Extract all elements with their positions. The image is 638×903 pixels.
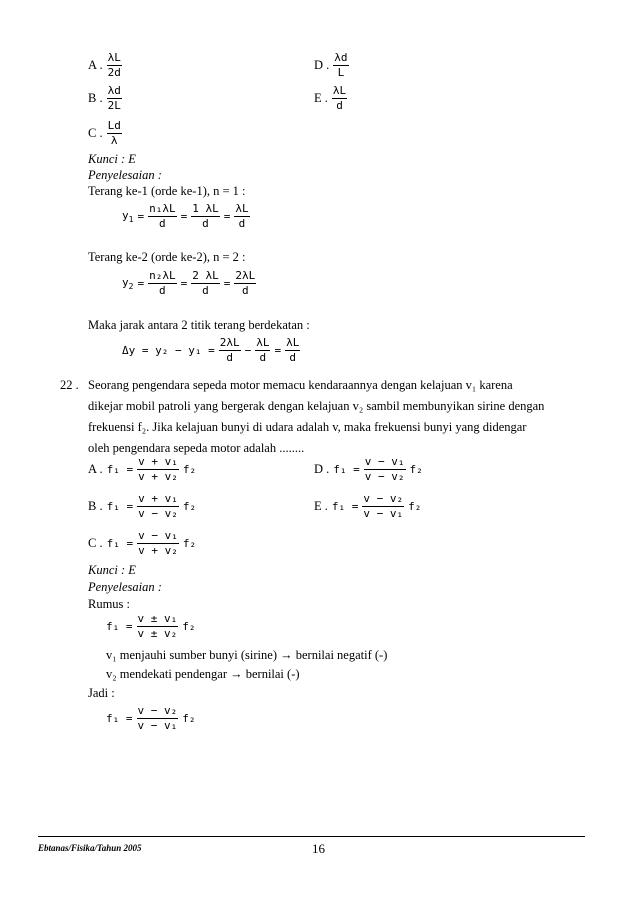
fraction: $\frac{\lambda d}{L}$ [334, 51, 348, 79]
q21-terang1-text: Terang ke-1 (orde ke-1), n = 1 : [88, 184, 246, 198]
q22-option-e: E . f₁ = $\frac{\text{v − v₂}}{\text{v − v₁}}$ f₂ [314, 492, 422, 520]
q21-option-b [88, 85, 122, 112]
fraction: $\frac{\text{v − v₂}}{\text{v − v₁}}$ [363, 492, 404, 520]
q22-jadi-equation: f₁ = $\frac{\text{v − v₂}}{\text{v − v₁}}$ f₂ [106, 704, 196, 732]
fraction: $\frac{\text{v − v₂}}{\text{v − v₁}}$ [137, 704, 178, 732]
q21-equation-3: Δy = y₂ − y₁ = $\frac{2\lambda L}{d}$ − $\frac{\lambda L}{d}$ = $\frac{\lambda L}{d}$ [122, 336, 300, 364]
fraction: $\frac{\text{v ± v₁}}{\text{v ± v₂}}$ [137, 612, 178, 640]
q21-option-e [314, 85, 347, 112]
eq-lhs: $y_1$ [122, 208, 134, 225]
option-letter: B . [88, 499, 103, 513]
fraction: $\frac{1 \lambda L}{d}$ [192, 202, 219, 230]
q22-note-2: v₂ mendekati pendengar → bernilai (-) [106, 667, 300, 681]
eq-lhs: Δy = y₂ − y₁ = [122, 344, 215, 357]
fraction: $\frac{\lambda L}{d}$ [235, 202, 249, 230]
q21-terang2-text: Terang ke-2 (orde ke-2), n = 2 : [88, 250, 246, 264]
q21-equation-1: $y_1$ = $\frac{\text{n₁λL}}{d}$ = $\frac{1 \lambda L}{d}$ = $\frac{\lambda L}{d}$ [122, 202, 249, 230]
q21-jarak-text: Maka jarak antara 2 titik terang berdekatan : [88, 318, 310, 332]
q21-penyelesaian: Penyelesaian : [88, 168, 162, 182]
fraction: $\frac{\lambda L}{d}$ [256, 336, 270, 364]
option-letter: A . [88, 58, 103, 72]
fraction: $\frac{\text{v − v₁}}{\text{v − v₂}}$ [364, 455, 405, 483]
page-number: 16 [312, 841, 325, 856]
eq-lhs: $y_2$ [122, 275, 134, 292]
q22-penyelesaian: Penyelesaian : [88, 580, 162, 594]
fraction: $\frac{2\lambda L}{d}$ [219, 336, 240, 364]
fraction: $\frac{\text{n₁λL}}{d}$ [149, 202, 176, 230]
option-letter: B . [88, 91, 103, 105]
option-letter: C . [88, 536, 103, 550]
q22-kunci: Kunci : E [88, 563, 136, 577]
option-letter: A . [88, 462, 103, 476]
fraction: $\frac{\text{n₂λL}}{d}$ [149, 269, 176, 297]
q21-equation-2: $y_2$ = $\frac{\text{n₂λL}}{d}$ = $\frac{2 \lambda L}{d}$ = $\frac{2\lambda L}{d}$ [122, 269, 256, 297]
q22-jadi: Jadi : [88, 686, 115, 700]
fraction: $\frac{\lambda d}{2L}$ [107, 84, 121, 112]
fraction: $\frac{\text{v + v₁}}{\text{v − v₂}}$ [138, 492, 178, 520]
option-letter: E . [314, 499, 328, 513]
q21-kunci: Kunci : E [88, 152, 136, 166]
fraction: $\frac{\text{v − v₁}}{\text{v + v₂}}$ [138, 529, 178, 557]
q22-text-line-1: Seorang pengendara sepeda motor memacu kendaraannya dengan kelajuan v₁ karena [88, 378, 513, 392]
fraction: $\frac{\lambda L}{d}$ [286, 336, 300, 364]
q22-text-line-2: dikejar mobil patroli yang bergerak dengan kelajuan v₂ sambil membunyikan sirine dengan [88, 399, 545, 413]
option-letter: C . [88, 126, 103, 140]
q22-rumus: Rumus : [88, 597, 131, 611]
fraction: $\frac{2 \lambda L}{d}$ [192, 269, 219, 297]
q22-option-a: A . f₁ = $\frac{\text{v + v₁}}{\text{v + v₂}}$ f₂ [88, 455, 197, 483]
fraction: $\frac{\lambda L}{2d}$ [107, 51, 121, 79]
q22-note-1: v₁ menjauhi sumber bunyi (sirine) → bernilai negatif (-) [106, 648, 388, 662]
fraction: $\frac{\text{v + v₁}}{\text{v + v₂}}$ [138, 455, 178, 483]
fraction: $\frac{2\lambda L}{d}$ [235, 269, 256, 297]
q21-option-d [314, 52, 349, 79]
q22-rumus-equation: f₁ = $\frac{\text{v ± v₁}}{\text{v ± v₂}}$ f₂ [106, 612, 196, 640]
option-letter: D . [314, 58, 330, 72]
q22-text-line-4: oleh pengendara sepeda motor adalah ........ [88, 441, 305, 455]
q22-option-b: B . f₁ = $\frac{\text{v + v₁}}{\text{v − v₂}}$ f₂ [88, 492, 197, 520]
option-letter: D . [314, 462, 330, 476]
q22-option-c: C . f₁ = $\frac{\text{v − v₁}}{\text{v + v₂}}$ f₂ [88, 529, 197, 557]
footer-divider [38, 836, 585, 837]
q22-number: 22 . [60, 378, 79, 392]
option-letter: E . [314, 91, 328, 105]
fraction: $\frac{Ld}{\lambda}$ [107, 119, 121, 147]
q22-option-d: D . f₁ = $\frac{\text{v − v₁}}{\text{v − v₂}}$ f₂ [314, 455, 423, 483]
footer-source: Ebtanas/Fisika/Tahun 2005 [38, 843, 142, 853]
q21-option-a [88, 52, 122, 79]
fraction: $\frac{\lambda L}{d}$ [332, 84, 347, 112]
q21-option-c [88, 120, 122, 147]
q22-text-line-3: frekuensi f₂. Jika kelajuan bunyi di udara adalah v, maka frekuensi bunyi yang didengar [88, 420, 527, 434]
